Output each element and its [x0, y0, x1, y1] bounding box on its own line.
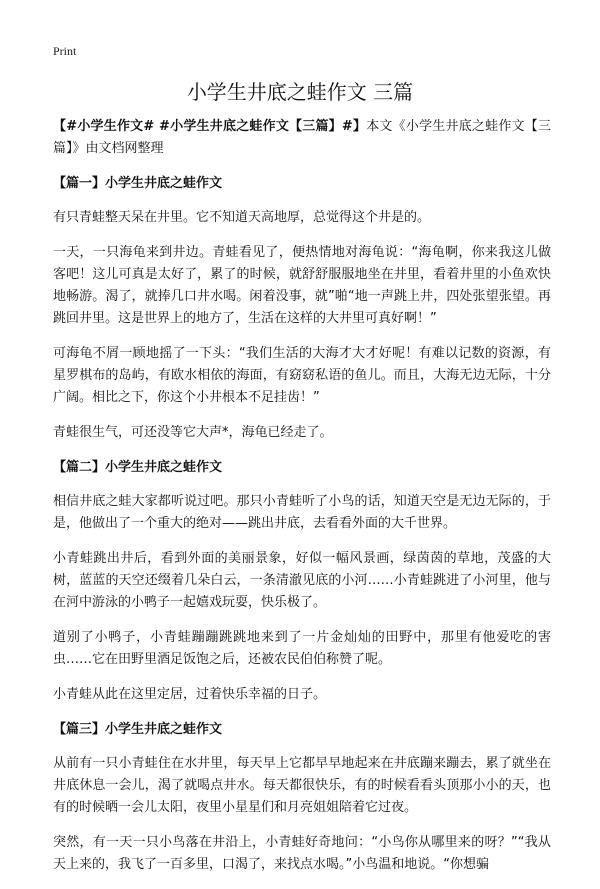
section-2-heading: 【篇二】小学生井底之蛙作文 — [53, 460, 223, 475]
intro-tags: 【#小学生作文# #小学生井底之蛙作文【三篇】#】 — [53, 119, 367, 134]
section-3-paragraph: 突然，有一天一只小鸟落在井沿上，小青蛙好奇地问：“小鸟你从哪里来的呀？”“我从天上来的，我飞了一百多里，口渴了，来找点水喝。”小鸟温和地说。“你想骗 — [53, 835, 551, 872]
section-2-paragraph: 相信井底之蛙大家都听说过吧。那只小青蛙听了小鸟的话，知道天空是无边无际的，于是，他做出了一个重大的绝对——跳出井底，去看看外面的大千世界。 — [53, 494, 551, 531]
section-2-paragraph: 道别了小鸭子，小青蛙蹦蹦跳跳地来到了一片金灿灿的田野中，那里有他爱吃的害虫……它在田野里酒足饭饱之后，还被农民伯伯称赞了呢。 — [53, 630, 551, 667]
section-1-paragraph: 有只青蛙整天呆在井里。它不知道天高地厚，总觉得这个井是的。 — [53, 210, 431, 225]
section-3-heading: 【篇三】小学生井底之蛙作文 — [53, 722, 223, 737]
page-title: 小学生井底之蛙作文 三篇 — [186, 80, 414, 104]
section-3-paragraph: 从前有一只小青蛙住在水井里，每天早上它都早早地起来在井底蹦来蹦去，累了就坐在井底休息一会儿，渴了就喝点井水。每天都很快乐，有的时候看看头顶那小小的天，也有的时候晒一会儿太阳，夜里小星星们和月亮姐姐陪着它过夜。 — [53, 756, 551, 815]
print-link[interactable]: Print — [53, 44, 77, 58]
section-2-paragraph: 小青蛙从此在这里定居，过着快乐幸福的日子。 — [53, 687, 327, 702]
section-1-paragraph: 一天，一只海龟来到井边。青蛙看见了，便热情地对海龟说：“海龟啊，你来我这儿做客吧！这儿可真是太好了，累了的时候，就舒舒服服地坐在井里，看着井里的小鱼欢快地畅游。渴了，就捧几口井水喝。闲着没事，就”啪“地一声跳上井，四处张望张望。再跳回井里。这是世界上的地方了，生活在这样的大井里可真好啊！” — [53, 245, 551, 326]
article-body — [53, 116, 551, 889]
section-1-paragraph: 可海龟不屑一顾地摇了一下头：“我们生活的大海才大才好呢！有难以记数的资源，有星罗棋布的岛屿，有欧水相依的海面，有窈窈私语的鱼儿。而且，大海无边无际，十分广阔。相比之下，你这个小井根本不足挂齿！” — [53, 346, 551, 405]
section-1-paragraph: 青蛙很生气，可还没等它大声*，海龟已经走了。 — [53, 425, 333, 440]
intro-text: 本文《小学生井底之蛙作文【三篇】》由文档网整理 — [53, 119, 551, 156]
section-2-paragraph: 小青蛙跳出井后，看到外面的美丽景象，好似一幅风景画，绿茵茵的草地，茂盛的大树，蓝蓝的天空还缀着几朵白云，一条清澈见底的小河……小青蛙跳进了小河里，他与在河中游泳的小鸭子一起嬉戏玩耍，快乐极了。 — [53, 551, 551, 610]
section-1-heading: 【篇一】小学生井底之蛙作文 — [53, 176, 223, 191]
intro-paragraph — [53, 116, 551, 160]
